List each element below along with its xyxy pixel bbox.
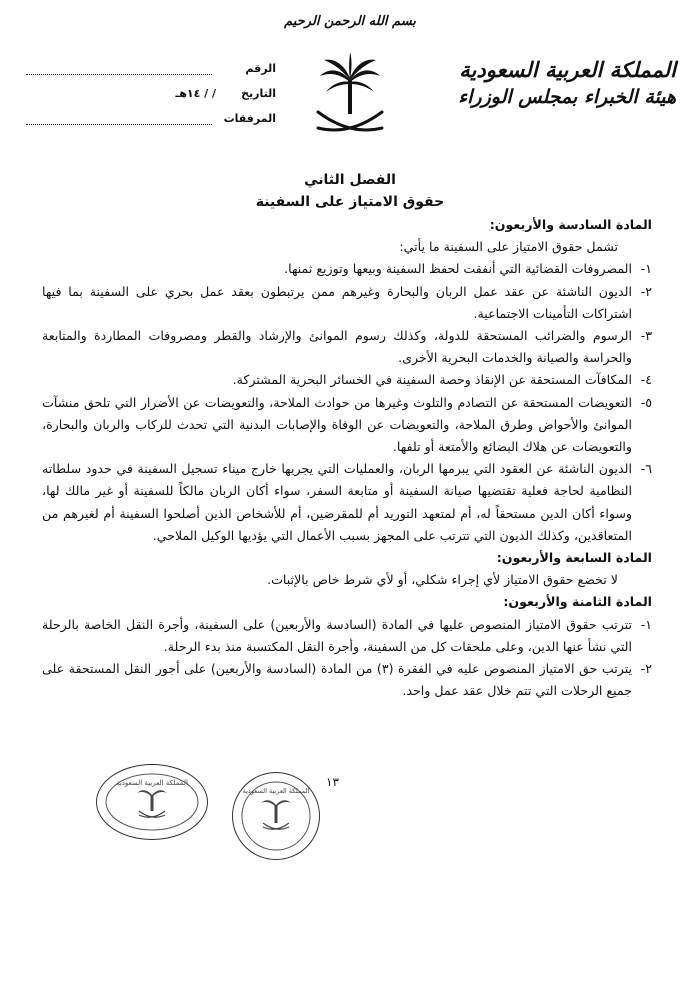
list-item bbox=[42, 258, 652, 280]
basmala: بسم الله الرحمن الرحيم bbox=[284, 14, 416, 29]
page-number: ١٣ bbox=[326, 775, 339, 789]
article-intro: لا تخضع حقوق الامتياز لأي إجراء شكلي، أو لأي شرط خاص بالإثبات. bbox=[267, 572, 618, 588]
list-item bbox=[42, 369, 652, 391]
item-number: ٤- bbox=[640, 372, 652, 388]
attachments-row bbox=[26, 106, 276, 131]
list-item bbox=[42, 325, 652, 369]
list-item bbox=[42, 458, 652, 547]
kingdom-name: المملكة العربية السعودية bbox=[459, 57, 676, 82]
list-item bbox=[42, 658, 652, 702]
list-item bbox=[42, 281, 652, 325]
reference-fields bbox=[26, 56, 276, 131]
list-item bbox=[42, 392, 652, 459]
authority-name: هيئة الخبراء بمجلس الوزراء bbox=[458, 86, 676, 108]
ref-number-label: الرقم bbox=[245, 62, 276, 75]
item-number: ٢- bbox=[640, 283, 652, 299]
ref-number-line bbox=[26, 62, 212, 75]
round-seal-stamp bbox=[232, 772, 320, 860]
item-number: ١- bbox=[640, 261, 652, 277]
date-value: / / ١٤هـ bbox=[175, 87, 216, 100]
item-text: المصروفات القضائية التي أنفقت لحفظ السفينة وبيعها وتوزيع ثمنها. bbox=[284, 261, 632, 277]
oval-seal-stamp bbox=[96, 764, 208, 840]
attachments-line bbox=[26, 112, 212, 125]
item-text: يترتب حق الامتياز المنصوص عليه في الفقرة (٣) من المادة (السادسة والأربعين) على أجور النقل المستحقة على جميع الرحلات التي تتم خلال عقد عمل واحد. bbox=[42, 661, 632, 699]
item-text: الديون الناشئة عن العقود التي يبرمها الربان، والعمليات التي يجريها خارج ميناء تسجيل السفينة في حدود سلطاته النظامية لحاجة فعلية تقتضيها صيانة السفينة أو متابعة السفر، سواء أكان الربان مالكاً للسفينة أو غير مالك لها، وسواء أكان الدين مستحقاً له، أم لمتعهد التوريد أم للمقرضين، أم للأشخاص الذين أصلحوا السفينة أم لغيرهم من المتعاقدين، وكذلك الديون التي تترتب على المجهز بسبب الأعمال التي يؤديها الوكيل الملاحي. bbox=[42, 461, 632, 543]
item-number: ٣- bbox=[640, 328, 652, 344]
item-text: الرسوم والضرائب المستحقة للدولة، وكذلك رسوم الموانئ والإرشاد والقطر ومصروفات المطاردة والمتابعة والحراسة والصيانة والخدمات البحرية الأخرى. bbox=[42, 328, 632, 366]
article-heading: المادة السابعة والأربعون: bbox=[496, 550, 652, 566]
list-item bbox=[42, 614, 652, 658]
article-intro: تشمل حقوق الامتياز على السفينة ما يأتي: bbox=[399, 239, 618, 255]
item-number: ٦- bbox=[640, 461, 652, 477]
seal-left-text: المملكة العربية السعودية bbox=[116, 779, 188, 787]
chapter-title: الفصل الثاني bbox=[304, 172, 396, 188]
date-label: التاريخ bbox=[241, 87, 276, 100]
article-heading: المادة الثامنة والأربعون: bbox=[503, 594, 652, 610]
seal-right-text: المملكة العربية السعودية bbox=[242, 787, 310, 795]
article-heading: المادة السادسة والأربعون: bbox=[489, 217, 652, 232]
attachments-label: المرفقات bbox=[223, 112, 276, 125]
document-body bbox=[42, 214, 652, 702]
palm-swords-emblem-icon bbox=[312, 50, 388, 140]
ref-number-row bbox=[26, 56, 276, 81]
item-text: التعويضات المستحقة عن التصادم والتلوث وغيرها من حوادث الملاحة، والتعويضات عن الأضرار التي تلحق منشآت الموانئ والأحواض وطرق الملاحة، والتعويضات عن الوفاة والإصابات البدنية التي تحدث للركاب والربان والبحارة، والتعويضات عن هلاك البضائع والأمتعة أو تلفها. bbox=[42, 394, 632, 455]
date-row bbox=[26, 81, 276, 106]
issuer-block bbox=[426, 56, 676, 110]
item-number: ٢- bbox=[640, 661, 652, 677]
item-text: الديون الناشئة عن عقد عمل الربان والبحارة وغيرهم ممن يرتبطون بعقد عمل بحري على السفينة بما فيها اشتراكات التأمينات الاجتماعية. bbox=[42, 283, 632, 321]
chapter-subtitle: حقوق الامتياز على السفينة bbox=[255, 194, 445, 210]
item-text: المكافآت المستحقة عن الإنقاذ وحصة السفينة في الخسائر البحرية المشتركة. bbox=[232, 372, 632, 388]
item-number: ٥- bbox=[640, 394, 652, 410]
item-text: تترتب حقوق الامتياز المنصوص عليها في المادة (السادسة والأربعين) على السفينة، وأجرة النقل الخاصة بالرحلة التي نشأ عنها الدين، وعلى ملحقات كل من السفينة، وأجرة النقل المكتسبة منذ بدء الرحلة. bbox=[42, 616, 632, 654]
item-number: ١- bbox=[640, 616, 652, 632]
